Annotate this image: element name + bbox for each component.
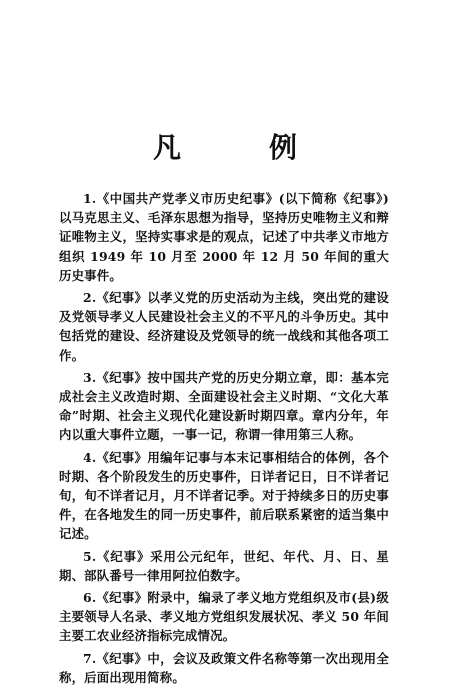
paragraph-1: 1.《中国共产党孝义市历史纪事》(以下简称《纪事》)以马克思主义、毛泽东思想为指导，坚持历史唯物主义和辩证唯物主义，坚持实事求是的观点，记述了中共孝义市地方组织 1949 年 10 月至 2000 年 12 月 50 年间的重大历史事件。 — [59, 191, 389, 283]
document-body — [59, 189, 389, 690]
paragraph-7: 7.《纪事》中，会议及政策文件名称等第一次出现用全称，后面出现用简称。 — [59, 650, 389, 685]
paragraph-4: 4.《纪事》用编年记事与本末记事相结合的体例，各个时期、各个阶段发生的历史事件，日详者记日，日不详者记旬，旬不详者记月，月不详者记季。对于持续多日的历史事件，在各地发生的同一历史事件，前后联系紧密的适当集中记述。 — [59, 449, 389, 542]
page-title: 凡 例 — [152, 131, 327, 164]
paragraph-3: 3.《纪事》按中国共产党的历史分期立章，即：基本完成社会主义改造时期、全面建设社会主义时期、“文化大革命”时期、社会主义现代化建设新时期四章。章内分年，年内以重大事件立题，一事一记，称谓一律用第三人称。 — [59, 369, 389, 443]
paragraph-2: 2.《纪事》以孝义党的历史活动为主线，突出党的建设及党领导孝义人民建设社会主义的不平凡的斗争历史。其中包括党的建设、经济建设及党领导的统一战线和其他各项工作。 — [59, 290, 389, 363]
paragraph-5: 5.《纪事》采用公元纪年，世纪、年代、月、日、星期、部队番号一律用阿拉伯数字。 — [59, 548, 389, 583]
paragraph-6: 6.《纪事》附录中，编录了孝义地方党组织及市(县)级主要领导人名录、孝义地方党组织发展状况、孝义 50 年间主要工农业经济指标完成情况。 — [59, 590, 389, 644]
